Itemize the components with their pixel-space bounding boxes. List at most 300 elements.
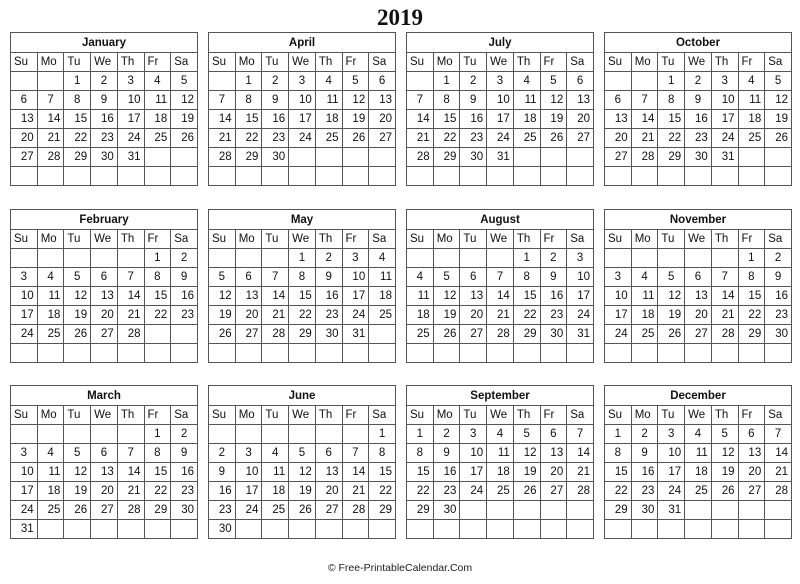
day-cell: 18 xyxy=(407,306,434,325)
day-cell: 27 xyxy=(91,501,118,520)
day-cell: 18 xyxy=(738,110,765,129)
day-cell: 12 xyxy=(658,287,685,306)
day-cell: 9 xyxy=(171,444,198,463)
day-cell: 10 xyxy=(567,268,594,287)
day-cell: 21 xyxy=(567,463,594,482)
day-cell xyxy=(289,425,316,444)
week-row xyxy=(407,306,594,325)
weekday-label: Th xyxy=(117,406,144,425)
day-cell: 17 xyxy=(567,287,594,306)
month-table xyxy=(604,385,792,539)
day-cell xyxy=(711,167,738,186)
day-cell: 24 xyxy=(235,501,262,520)
day-cell: 20 xyxy=(369,110,396,129)
day-cell: 22 xyxy=(738,306,765,325)
day-cell: 27 xyxy=(235,325,262,344)
day-cell xyxy=(37,425,64,444)
week-row xyxy=(209,129,396,148)
day-cell: 6 xyxy=(11,91,38,110)
day-cell: 9 xyxy=(171,268,198,287)
day-cell: 5 xyxy=(540,72,567,91)
week-row xyxy=(209,306,396,325)
day-cell xyxy=(407,520,434,539)
day-cell: 14 xyxy=(711,287,738,306)
day-cell: 29 xyxy=(738,325,765,344)
day-cell xyxy=(91,344,118,363)
day-cell xyxy=(433,249,460,268)
week-row xyxy=(407,72,594,91)
day-cell: 16 xyxy=(631,463,658,482)
week-row xyxy=(407,167,594,186)
day-cell: 25 xyxy=(487,482,514,501)
day-cell: 16 xyxy=(209,482,236,501)
day-cell: 19 xyxy=(540,110,567,129)
month-table xyxy=(406,209,594,363)
day-cell: 24 xyxy=(342,306,369,325)
day-cell xyxy=(487,520,514,539)
weekday-label: Mo xyxy=(235,406,262,425)
week-row xyxy=(605,72,792,91)
day-cell: 19 xyxy=(513,463,540,482)
day-cell xyxy=(262,249,289,268)
week-row xyxy=(605,110,792,129)
day-cell xyxy=(11,249,38,268)
weekday-label: Sa xyxy=(171,53,198,72)
month-name: September xyxy=(407,386,594,406)
day-cell xyxy=(605,167,632,186)
day-cell: 14 xyxy=(631,110,658,129)
week-row xyxy=(407,482,594,501)
day-cell: 7 xyxy=(711,268,738,287)
day-cell: 18 xyxy=(685,463,712,482)
day-cell: 9 xyxy=(262,91,289,110)
day-cell xyxy=(235,425,262,444)
day-cell xyxy=(11,167,38,186)
week-row xyxy=(407,501,594,520)
day-cell xyxy=(738,167,765,186)
day-cell xyxy=(209,72,236,91)
day-cell xyxy=(369,148,396,167)
weekday-label: We xyxy=(289,53,316,72)
day-cell: 4 xyxy=(262,444,289,463)
day-cell: 3 xyxy=(658,425,685,444)
day-cell: 10 xyxy=(711,91,738,110)
month-april xyxy=(208,32,396,194)
day-cell: 21 xyxy=(342,482,369,501)
day-cell xyxy=(342,425,369,444)
weekday-label: Su xyxy=(11,230,38,249)
weekday-label: Mo xyxy=(631,406,658,425)
day-cell: 18 xyxy=(369,287,396,306)
day-cell: 28 xyxy=(342,501,369,520)
weekday-label: Fr xyxy=(540,53,567,72)
day-cell: 30 xyxy=(631,501,658,520)
day-cell xyxy=(738,148,765,167)
month-name: February xyxy=(11,210,198,230)
month-october xyxy=(604,32,792,194)
day-cell: 25 xyxy=(37,501,64,520)
weekday-label: Su xyxy=(11,53,38,72)
day-cell xyxy=(315,520,342,539)
weekday-label: Fr xyxy=(540,230,567,249)
day-cell: 20 xyxy=(540,463,567,482)
weekday-label: Tu xyxy=(64,53,91,72)
week-row xyxy=(605,444,792,463)
weekday-label: We xyxy=(91,230,118,249)
day-cell: 15 xyxy=(407,463,434,482)
day-cell: 9 xyxy=(685,91,712,110)
day-cell xyxy=(738,501,765,520)
month-july xyxy=(406,32,594,194)
month-january xyxy=(10,32,198,194)
day-cell xyxy=(262,520,289,539)
week-row xyxy=(11,148,198,167)
day-cell xyxy=(144,344,171,363)
day-cell: 14 xyxy=(487,287,514,306)
day-cell xyxy=(540,520,567,539)
day-cell: 20 xyxy=(685,306,712,325)
day-cell: 23 xyxy=(765,306,792,325)
day-cell: 11 xyxy=(315,91,342,110)
day-cell: 17 xyxy=(658,463,685,482)
week-row xyxy=(11,444,198,463)
day-cell: 10 xyxy=(289,91,316,110)
day-cell: 1 xyxy=(605,425,632,444)
month-september xyxy=(406,385,594,547)
day-cell: 8 xyxy=(289,268,316,287)
day-cell xyxy=(711,249,738,268)
day-cell xyxy=(37,167,64,186)
day-cell: 17 xyxy=(235,482,262,501)
month-november xyxy=(604,209,792,371)
day-cell: 4 xyxy=(37,444,64,463)
day-cell: 18 xyxy=(37,306,64,325)
day-cell: 17 xyxy=(11,482,38,501)
day-cell xyxy=(171,167,198,186)
weekday-label: Tu xyxy=(262,230,289,249)
day-cell: 6 xyxy=(315,444,342,463)
day-cell xyxy=(171,520,198,539)
day-cell xyxy=(711,501,738,520)
day-cell: 8 xyxy=(144,268,171,287)
day-cell: 6 xyxy=(369,72,396,91)
day-cell: 7 xyxy=(631,91,658,110)
day-cell: 6 xyxy=(540,425,567,444)
week-row xyxy=(605,501,792,520)
day-cell: 13 xyxy=(738,444,765,463)
week-row xyxy=(605,463,792,482)
day-cell xyxy=(513,520,540,539)
day-cell xyxy=(171,325,198,344)
weekday-label: Mo xyxy=(37,53,64,72)
day-cell: 5 xyxy=(64,268,91,287)
day-cell: 2 xyxy=(631,425,658,444)
day-cell: 15 xyxy=(605,463,632,482)
day-cell: 19 xyxy=(209,306,236,325)
day-cell: 29 xyxy=(289,325,316,344)
week-row xyxy=(407,444,594,463)
day-cell xyxy=(631,344,658,363)
week-row xyxy=(209,482,396,501)
week-row xyxy=(11,91,198,110)
month-name: May xyxy=(209,210,396,230)
week-row xyxy=(407,110,594,129)
day-cell: 24 xyxy=(11,501,38,520)
weekday-label: Su xyxy=(605,406,632,425)
day-cell: 25 xyxy=(513,129,540,148)
day-cell xyxy=(369,167,396,186)
week-row xyxy=(11,167,198,186)
day-cell: 21 xyxy=(117,482,144,501)
day-cell xyxy=(658,249,685,268)
day-cell: 2 xyxy=(171,425,198,444)
day-cell xyxy=(513,344,540,363)
day-cell: 20 xyxy=(567,110,594,129)
day-cell: 1 xyxy=(513,249,540,268)
weekday-label: Su xyxy=(407,230,434,249)
day-cell: 12 xyxy=(765,91,792,110)
day-cell: 16 xyxy=(460,110,487,129)
week-row xyxy=(209,325,396,344)
day-cell: 12 xyxy=(513,444,540,463)
week-row xyxy=(11,425,198,444)
day-cell: 11 xyxy=(487,444,514,463)
day-cell: 31 xyxy=(567,325,594,344)
day-cell: 7 xyxy=(567,425,594,444)
day-cell xyxy=(513,167,540,186)
day-cell: 24 xyxy=(711,129,738,148)
weekday-label: Mo xyxy=(433,406,460,425)
month-table xyxy=(406,385,594,539)
week-row xyxy=(209,463,396,482)
day-cell: 16 xyxy=(315,287,342,306)
day-cell: 17 xyxy=(117,110,144,129)
day-cell xyxy=(369,325,396,344)
day-cell: 11 xyxy=(262,463,289,482)
day-cell: 18 xyxy=(262,482,289,501)
day-cell xyxy=(567,520,594,539)
day-cell xyxy=(567,167,594,186)
day-cell: 12 xyxy=(540,91,567,110)
weekday-label: Fr xyxy=(144,53,171,72)
day-cell: 18 xyxy=(37,482,64,501)
day-cell: 4 xyxy=(369,249,396,268)
week-row xyxy=(11,110,198,129)
day-cell: 28 xyxy=(711,325,738,344)
day-cell xyxy=(315,148,342,167)
day-cell: 15 xyxy=(658,110,685,129)
day-cell xyxy=(631,520,658,539)
day-cell: 10 xyxy=(658,444,685,463)
day-cell: 9 xyxy=(209,463,236,482)
weekday-label: Fr xyxy=(738,53,765,72)
day-cell: 29 xyxy=(658,148,685,167)
day-cell: 9 xyxy=(433,444,460,463)
day-cell: 27 xyxy=(460,325,487,344)
day-cell: 12 xyxy=(209,287,236,306)
weekday-label: We xyxy=(487,406,514,425)
day-cell xyxy=(209,344,236,363)
week-row xyxy=(407,325,594,344)
day-cell: 29 xyxy=(144,501,171,520)
day-cell xyxy=(658,167,685,186)
day-cell: 23 xyxy=(540,306,567,325)
day-cell: 15 xyxy=(144,463,171,482)
weekday-label: We xyxy=(487,53,514,72)
day-cell: 8 xyxy=(235,91,262,110)
weekday-label: We xyxy=(289,230,316,249)
day-cell: 14 xyxy=(262,287,289,306)
day-cell xyxy=(631,167,658,186)
week-row xyxy=(407,148,594,167)
day-cell: 15 xyxy=(433,110,460,129)
week-row xyxy=(11,482,198,501)
day-cell: 14 xyxy=(407,110,434,129)
day-cell: 23 xyxy=(433,482,460,501)
day-cell: 24 xyxy=(605,325,632,344)
day-cell: 10 xyxy=(487,91,514,110)
day-cell xyxy=(765,167,792,186)
day-cell: 1 xyxy=(369,425,396,444)
day-cell xyxy=(342,520,369,539)
day-cell xyxy=(460,501,487,520)
day-cell xyxy=(235,167,262,186)
day-cell: 19 xyxy=(171,110,198,129)
month-table xyxy=(208,32,396,186)
day-cell xyxy=(567,344,594,363)
day-cell: 2 xyxy=(171,249,198,268)
week-row xyxy=(605,520,792,539)
day-cell: 30 xyxy=(460,148,487,167)
day-cell: 28 xyxy=(765,482,792,501)
weekday-label: Fr xyxy=(342,53,369,72)
day-cell: 28 xyxy=(262,325,289,344)
day-cell: 17 xyxy=(605,306,632,325)
day-cell: 7 xyxy=(209,91,236,110)
week-row xyxy=(11,344,198,363)
day-cell xyxy=(540,344,567,363)
day-cell xyxy=(342,148,369,167)
day-cell: 2 xyxy=(685,72,712,91)
weekday-label: Sa xyxy=(369,230,396,249)
day-cell xyxy=(605,520,632,539)
day-cell: 6 xyxy=(685,268,712,287)
day-cell: 8 xyxy=(658,91,685,110)
day-cell: 9 xyxy=(91,91,118,110)
day-cell: 27 xyxy=(685,325,712,344)
day-cell xyxy=(460,167,487,186)
weekday-label: Sa xyxy=(567,53,594,72)
day-cell: 1 xyxy=(289,249,316,268)
weekday-label: Tu xyxy=(64,406,91,425)
day-cell: 28 xyxy=(37,148,64,167)
week-row xyxy=(209,520,396,539)
day-cell xyxy=(11,344,38,363)
day-cell xyxy=(11,72,38,91)
month-name: December xyxy=(605,386,792,406)
day-cell xyxy=(209,249,236,268)
day-cell: 11 xyxy=(369,268,396,287)
day-cell: 13 xyxy=(605,110,632,129)
month-august xyxy=(406,209,594,371)
week-row xyxy=(407,463,594,482)
year-title: 2019 xyxy=(377,5,423,30)
day-cell xyxy=(117,520,144,539)
day-cell: 16 xyxy=(91,110,118,129)
day-cell: 31 xyxy=(658,501,685,520)
day-cell xyxy=(567,148,594,167)
day-cell: 1 xyxy=(144,249,171,268)
weekday-label: Mo xyxy=(631,230,658,249)
day-cell: 5 xyxy=(765,72,792,91)
day-cell xyxy=(658,520,685,539)
day-cell: 13 xyxy=(11,110,38,129)
week-row xyxy=(209,91,396,110)
day-cell: 31 xyxy=(11,520,38,539)
month-name: June xyxy=(209,386,396,406)
weekday-label: We xyxy=(91,53,118,72)
weekday-label: Tu xyxy=(262,406,289,425)
day-cell: 28 xyxy=(407,148,434,167)
weekday-label: Fr xyxy=(342,406,369,425)
day-cell: 3 xyxy=(605,268,632,287)
day-cell: 16 xyxy=(433,463,460,482)
weekday-label: Fr xyxy=(144,230,171,249)
day-cell xyxy=(117,167,144,186)
day-cell xyxy=(289,167,316,186)
day-cell xyxy=(315,425,342,444)
day-cell: 24 xyxy=(11,325,38,344)
day-cell: 27 xyxy=(738,482,765,501)
day-cell: 25 xyxy=(685,482,712,501)
day-cell: 4 xyxy=(407,268,434,287)
day-cell: 5 xyxy=(64,444,91,463)
day-cell: 14 xyxy=(765,444,792,463)
day-cell: 15 xyxy=(144,287,171,306)
day-cell xyxy=(407,344,434,363)
day-cell: 27 xyxy=(540,482,567,501)
day-cell: 6 xyxy=(605,91,632,110)
day-cell xyxy=(369,344,396,363)
day-cell: 9 xyxy=(765,268,792,287)
day-cell: 30 xyxy=(91,148,118,167)
week-row xyxy=(407,344,594,363)
day-cell xyxy=(605,249,632,268)
day-cell: 5 xyxy=(289,444,316,463)
day-cell: 27 xyxy=(91,325,118,344)
day-cell: 8 xyxy=(738,268,765,287)
month-table xyxy=(604,32,792,186)
day-cell xyxy=(540,501,567,520)
day-cell: 18 xyxy=(315,110,342,129)
day-cell xyxy=(144,520,171,539)
weekday-label: Mo xyxy=(631,53,658,72)
day-cell xyxy=(631,72,658,91)
day-cell xyxy=(685,501,712,520)
day-cell: 19 xyxy=(64,482,91,501)
weekday-label: Fr xyxy=(342,230,369,249)
day-cell: 30 xyxy=(171,501,198,520)
day-cell: 10 xyxy=(11,463,38,482)
day-cell: 9 xyxy=(540,268,567,287)
footer-credit: © Free-PrintableCalendar.Com xyxy=(327,562,473,574)
day-cell: 16 xyxy=(262,110,289,129)
day-cell: 9 xyxy=(631,444,658,463)
day-cell: 26 xyxy=(711,482,738,501)
day-cell: 29 xyxy=(605,501,632,520)
weekday-label: We xyxy=(685,53,712,72)
day-cell: 15 xyxy=(738,287,765,306)
